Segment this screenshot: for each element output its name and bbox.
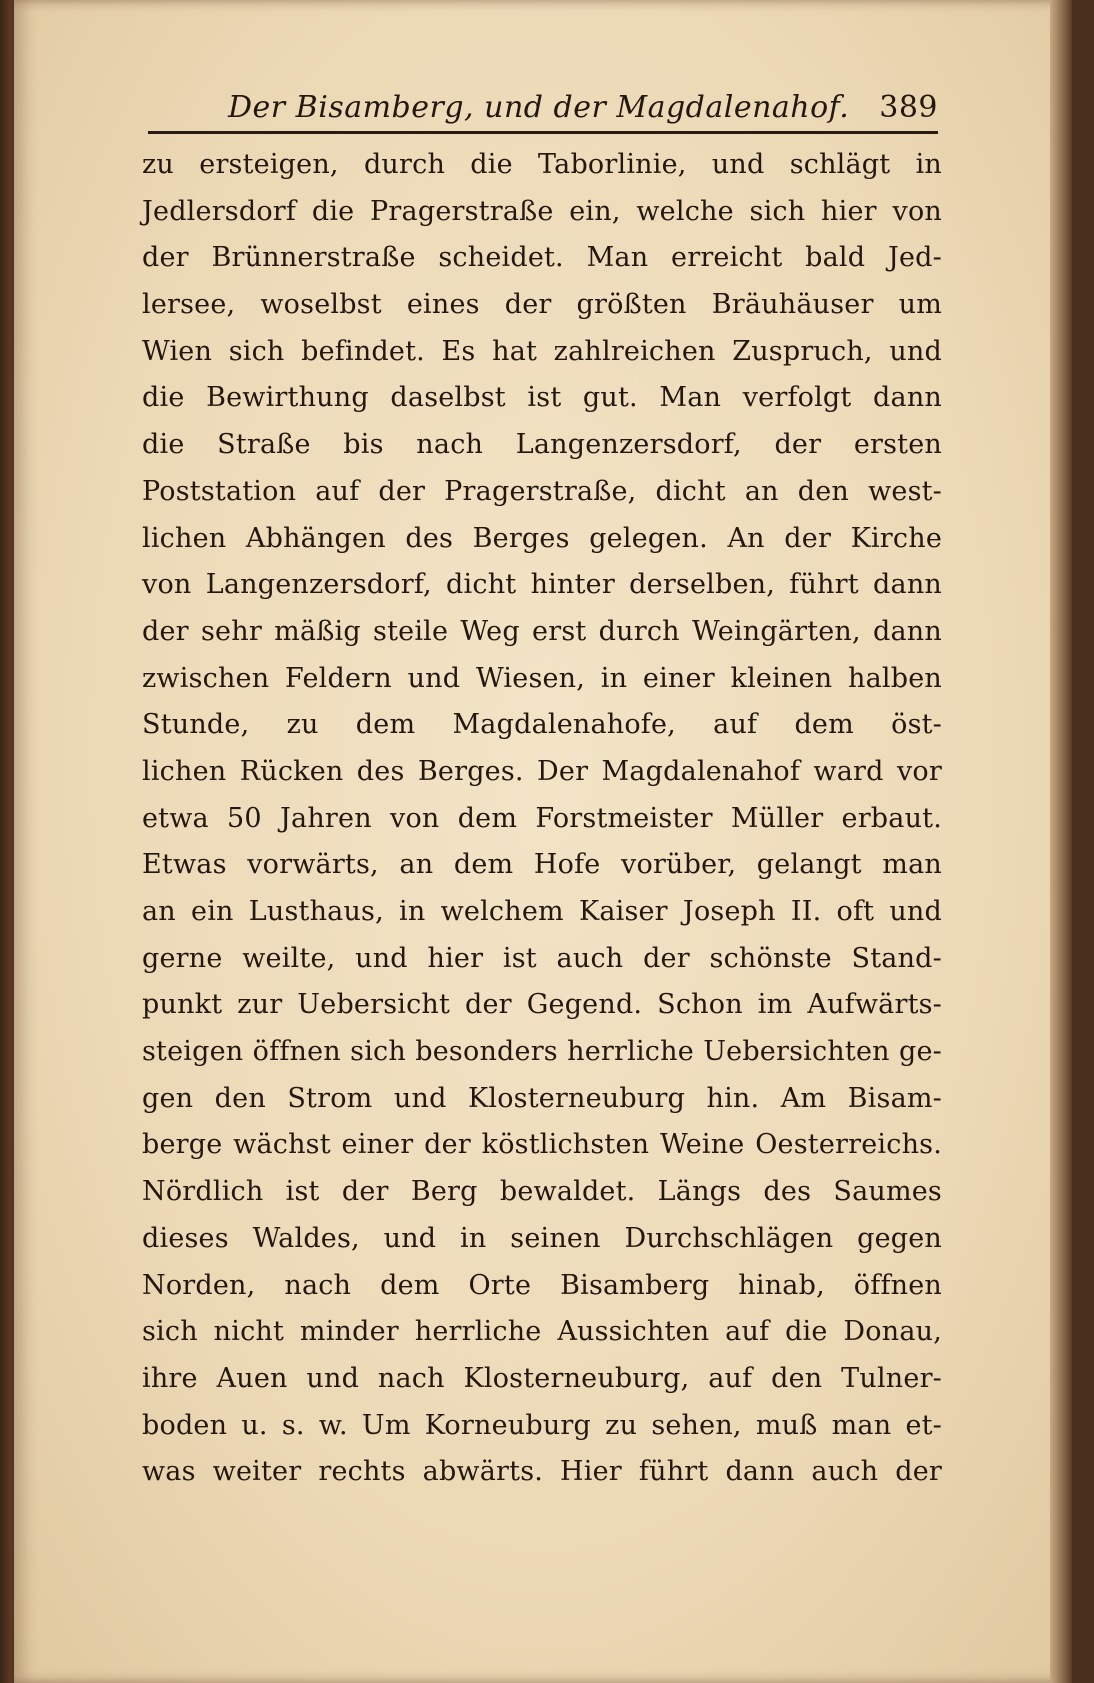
text-line: steigen öffnen sich besonders herrliche Uebersichten ge- bbox=[142, 1036, 942, 1068]
text-line: punkt zur Uebersicht der Gegend. Schon im Aufwärts- bbox=[142, 989, 942, 1021]
header-rule bbox=[148, 131, 938, 134]
page-number: 389 bbox=[879, 90, 938, 125]
text-line: der Brünnerstraße scheidet. Man erreicht bald Jed- bbox=[142, 242, 942, 274]
text-line: Norden, nach dem Orte Bisamberg hinab, öffnen bbox=[142, 1269, 942, 1301]
text-line: lichen Rücken des Berges. Der Magdalenahof ward vor bbox=[142, 755, 942, 787]
text-line: die Bewirthung daselbst ist gut. Man verfolgt dann bbox=[142, 382, 942, 414]
text-line: Stunde, zu dem Magdalenahofe, auf dem öst- bbox=[142, 709, 942, 741]
running-title: Der Bisamberg, und der Magdalenahof. bbox=[228, 90, 850, 125]
text-line: was weiter rechts abwärts. Hier führt dann auch der bbox=[142, 1456, 942, 1488]
body-text bbox=[142, 142, 942, 1496]
text-line: dieses Waldes, und in seinen Durchschlägen gegen bbox=[142, 1222, 942, 1254]
text-line: berge wächst einer der köstlichsten Weine Oesterreichs. bbox=[142, 1129, 942, 1161]
text-line: gerne weilte, und hier ist auch der schönste Stand- bbox=[142, 942, 942, 974]
text-line: Etwas vorwärts, an dem Hofe vorüber, gelangt man bbox=[142, 849, 942, 881]
text-line: ihre Auen und nach Klosterneuburg, auf den Tulner- bbox=[142, 1362, 942, 1394]
text-line: boden u. s. w. Um Korneuburg zu sehen, muß man et- bbox=[142, 1409, 942, 1441]
text-line: lersee, woselbst eines der größten Bräuhäuser um bbox=[142, 289, 942, 321]
text-line: zu ersteigen, durch die Taborlinie, und schlägt in bbox=[142, 149, 942, 180]
text-line: an ein Lusthaus, in welchem Kaiser Joseph II. oft und bbox=[142, 896, 942, 927]
text-line: Wien sich befindet. Es hat zahlreichen Zuspruch, und bbox=[142, 335, 942, 367]
text-line: zwischen Feldern und Wiesen, in einer kleinen halben bbox=[142, 662, 942, 694]
text-line: etwa 50 Jahren von dem Forstmeister Müller erbaut. bbox=[142, 802, 942, 834]
text-line: der sehr mäßig steile Weg erst durch Weingärten, dann bbox=[142, 615, 942, 647]
text-line: Poststation auf der Pragerstraße, dicht an den west- bbox=[142, 475, 942, 507]
text-line: von Langenzersdorf, dicht hinter derselben, führt dann bbox=[142, 569, 942, 601]
text-line: sich nicht minder herrliche Aussichten auf die Donau, bbox=[142, 1316, 942, 1348]
text-line: Jedlersdorf die Pragerstraße ein, welche sich hier von bbox=[142, 195, 942, 227]
running-header bbox=[148, 86, 938, 132]
text-line: Nördlich ist der Berg bewaldet. Längs des Saumes bbox=[142, 1176, 942, 1208]
text-line: lichen Abhängen des Berges gelegen. An der Kirche bbox=[142, 522, 942, 554]
page-edge bbox=[1050, 0, 1072, 1683]
text-line: gen den Strom und Klosterneuburg hin. Am Bisam- bbox=[142, 1082, 942, 1114]
text-line: die Straße bis nach Langenzersdorf, der ersten bbox=[142, 429, 942, 461]
